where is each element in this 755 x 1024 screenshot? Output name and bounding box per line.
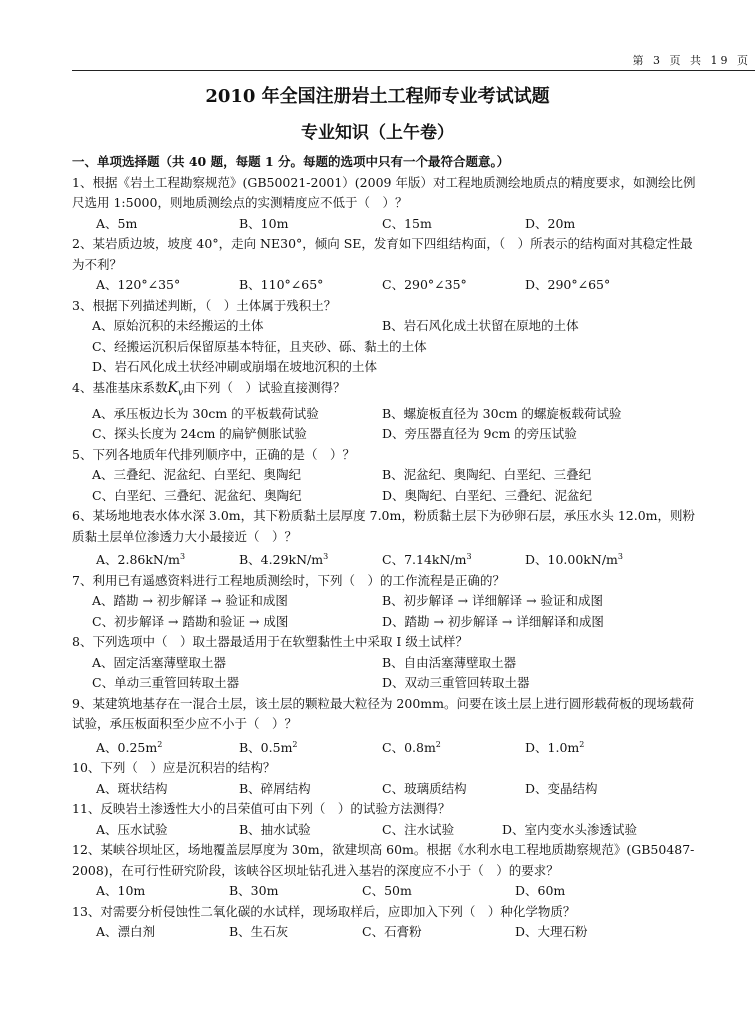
option-c[interactable]: C、50m [362, 883, 412, 899]
question-10-options [72, 779, 700, 800]
question-13-options [72, 922, 700, 943]
option-b[interactable]: B、$4.29kN/m^3$ [239, 552, 329, 568]
question-10: 10、下列（ ）应是沉积岩的结构？ [72, 760, 276, 776]
option-d[interactable]: D、踏勘 → 初步解译 → 详细解译和成图 [382, 613, 604, 629]
exam-subtitle: 专业知识（上午卷） [301, 123, 454, 143]
option-c[interactable]: C、玻璃质结构 [382, 780, 467, 796]
option-b[interactable]: B、螺旋板直径为 30cm 的螺旋板载荷试验 [382, 405, 622, 421]
question-4-options [72, 404, 700, 445]
option-a[interactable]: A、10m [96, 883, 146, 899]
option-c[interactable]: C、$0.8m^2$ [382, 739, 441, 755]
option-b[interactable]: B、自由活塞薄壁取土器 [382, 654, 517, 670]
question-7: 7、利用已有遥感资料进行工程地质测绘时，下列（ ）的工作流程是正确的？ [72, 572, 505, 588]
k-symbol: K [167, 379, 178, 396]
question-9-options [72, 735, 700, 759]
option-b[interactable]: B、$0.5m^2$ [239, 739, 298, 755]
option-a[interactable]: A、漂白剂 [96, 924, 156, 940]
option-a[interactable]: A、承压板边长为 30cm 的平板载荷试验 [92, 405, 319, 421]
option-a[interactable]: A、5m [96, 215, 138, 231]
option-c[interactable]: C、290°∠35° [382, 277, 467, 292]
option-d[interactable]: D、60m [515, 883, 566, 899]
option-b[interactable]: B、碎屑结构 [239, 780, 311, 796]
option-c[interactable]: C、单动三重管回转取土器 [92, 675, 240, 691]
section-heading: 一、单项选择题（共 40 题，每题 1 分。每题的选项中只有一个最符合题意。） [72, 154, 510, 169]
page-header [72, 50, 755, 71]
question-6-options [72, 547, 700, 571]
question-9: 9、某建筑地基存在一混合土层，该土层的颗粒最大粒径为 200mm。问要在该土层上进行圆形载荷板的现场载荷试验，承压板面积至少应不小于（ ）？ [72, 695, 694, 732]
option-d[interactable]: D、$1.0m^2$ [525, 739, 585, 755]
option-b[interactable]: B、30m [229, 883, 279, 899]
question-8: 8、下列选项中（ ）取土器最适用于在软塑黏性土中采取 I 级土试样？ [72, 634, 468, 650]
exam-title: 2010 年全国注册岩土工程师专业考试试题 [205, 86, 550, 107]
question-12-options [72, 881, 700, 902]
question-12: 12、某峡谷坝址区，场地覆盖层厚度为 30m，欲建坝高 60m。根据《水利水电工程地质勘察规范》(GB50487-2008)，在可行性研究阶段，该峡谷区坝址钻孔进入基岩的深度应不小于（ ）的要求？ [72, 842, 695, 878]
question-7-options [72, 591, 700, 632]
question-6: 6、某场地地表水体水深 3.0m，其下粉质黏土层厚度 7.0m，粉质黏土层下为砂卵石层，承压水头 12.0m，则粉质黏土层单位渗透力大小最接近（ ）？ [72, 508, 696, 544]
option-c[interactable]: C、$7.14kN/m^3$ [382, 552, 472, 568]
page-number: 第 3 页 共 19 页 [632, 54, 751, 67]
question-4-text-post: 由下列（ ）试验直接测得？ [183, 379, 346, 395]
option-a[interactable]: A、120°∠35° [96, 277, 181, 292]
option-d[interactable]: D、旁压器直径为 9cm 的旁压试验 [382, 426, 577, 441]
option-d[interactable]: D、变晶结构 [525, 780, 598, 796]
question-4 [72, 378, 700, 404]
option-d[interactable]: D、20m [525, 215, 576, 231]
option-a[interactable]: A、原始沉积的未经搬运的土体 [92, 318, 264, 333]
option-c[interactable]: C、石膏粉 [362, 924, 422, 940]
option-c[interactable]: C、15m [382, 215, 432, 231]
option-d[interactable]: D、大理石粉 [515, 924, 588, 940]
option-b[interactable]: B、生石灰 [229, 924, 289, 940]
question-3: 3、根据下列描述判断，（ ）土体属于残积土？ [72, 297, 337, 313]
option-d[interactable]: D、双动三重管回转取土器 [382, 675, 530, 691]
option-a[interactable]: A、斑状结构 [96, 780, 168, 796]
question-2-options [72, 275, 700, 296]
option-c[interactable]: C、初步解译 → 踏勘和验证 → 成图 [92, 613, 289, 629]
option-d[interactable]: D、岩石风化成土状经冲刷或崩塌在坡地沉积的土体 [92, 359, 378, 374]
option-b[interactable]: B、110°∠65° [239, 277, 324, 292]
k-subscript: v [177, 388, 184, 398]
option-b[interactable]: B、抽水试验 [239, 821, 311, 837]
option-b[interactable]: B、10m [239, 215, 289, 231]
option-b[interactable]: B、岩石风化成土状留在原地的土体 [382, 318, 579, 333]
option-a[interactable]: A、压水试验 [96, 821, 168, 837]
option-c[interactable]: C、注水试验 [382, 821, 455, 837]
option-d[interactable]: D、奥陶纪、白垩纪、三叠纪、泥盆纪 [382, 487, 593, 503]
question-11-options [72, 820, 700, 841]
option-c[interactable]: C、白垩纪、三叠纪、泥盆纪、奥陶纪 [92, 487, 302, 503]
question-2: 2、某岩质边坡，坡度 40°，走向 NE30°，倾向 SE，发育如下四组结构面，（ ）所表示的结构面对其稳定性最为不利？ [72, 236, 693, 272]
option-a[interactable]: A、$2.86kN/m^3$ [96, 552, 186, 568]
question-8-options [72, 653, 700, 694]
option-d[interactable]: D、$10.00kN/m^3$ [525, 552, 623, 568]
question-1-options [72, 214, 700, 235]
option-d[interactable]: D、290°∠65° [525, 277, 611, 292]
question-list [72, 152, 700, 943]
option-b[interactable]: B、泥盆纪、奥陶纪、白垩纪、三叠纪 [382, 467, 592, 482]
option-a[interactable]: A、$0.25m^2$ [96, 739, 163, 755]
question-5-options [72, 465, 700, 506]
question-1: 1、根据《岩土工程勘察规范》(GB50021-2001）(2009 年版）对工程地质测绘地质点的精度要求，如测绘比例尺选用 1:5000，则地质测绘点的实测精度应不低于（ ）？ [72, 174, 696, 210]
option-c[interactable]: C、经搬运沉积后保留原基本特征，且夹砂、砾、黏土的土体 [92, 338, 427, 354]
question-5: 5、下列各地质年代排列顺序中，正确的是（ ）？ [72, 446, 355, 462]
option-d[interactable]: D、室内变水头渗透试验 [502, 821, 638, 837]
question-3-options [72, 316, 700, 337]
option-a[interactable]: A、固定活塞薄壁取土器 [92, 654, 227, 670]
question-4-text-pre: 4、基准基床系数 [72, 379, 168, 395]
option-b[interactable]: B、初步解译 → 详细解译 → 验证和成图 [382, 593, 604, 609]
question-11: 11、反映岩土渗透性大小的吕荣值可由下列（ ）的试验方法测得？ [72, 801, 451, 817]
option-a[interactable]: A、三叠纪、泥盆纪、白垩纪、奥陶纪 [92, 467, 302, 482]
option-c[interactable]: C、探头长度为 24cm 的扁铲侧胀试验 [92, 426, 307, 441]
question-13: 13、对需要分析侵蚀性二氧化碳的水试样，现场取样后，应即加入下列（ ）种化学物质？ [72, 903, 576, 919]
option-a[interactable]: A、踏勘 → 初步解译 → 验证和成图 [92, 593, 288, 609]
